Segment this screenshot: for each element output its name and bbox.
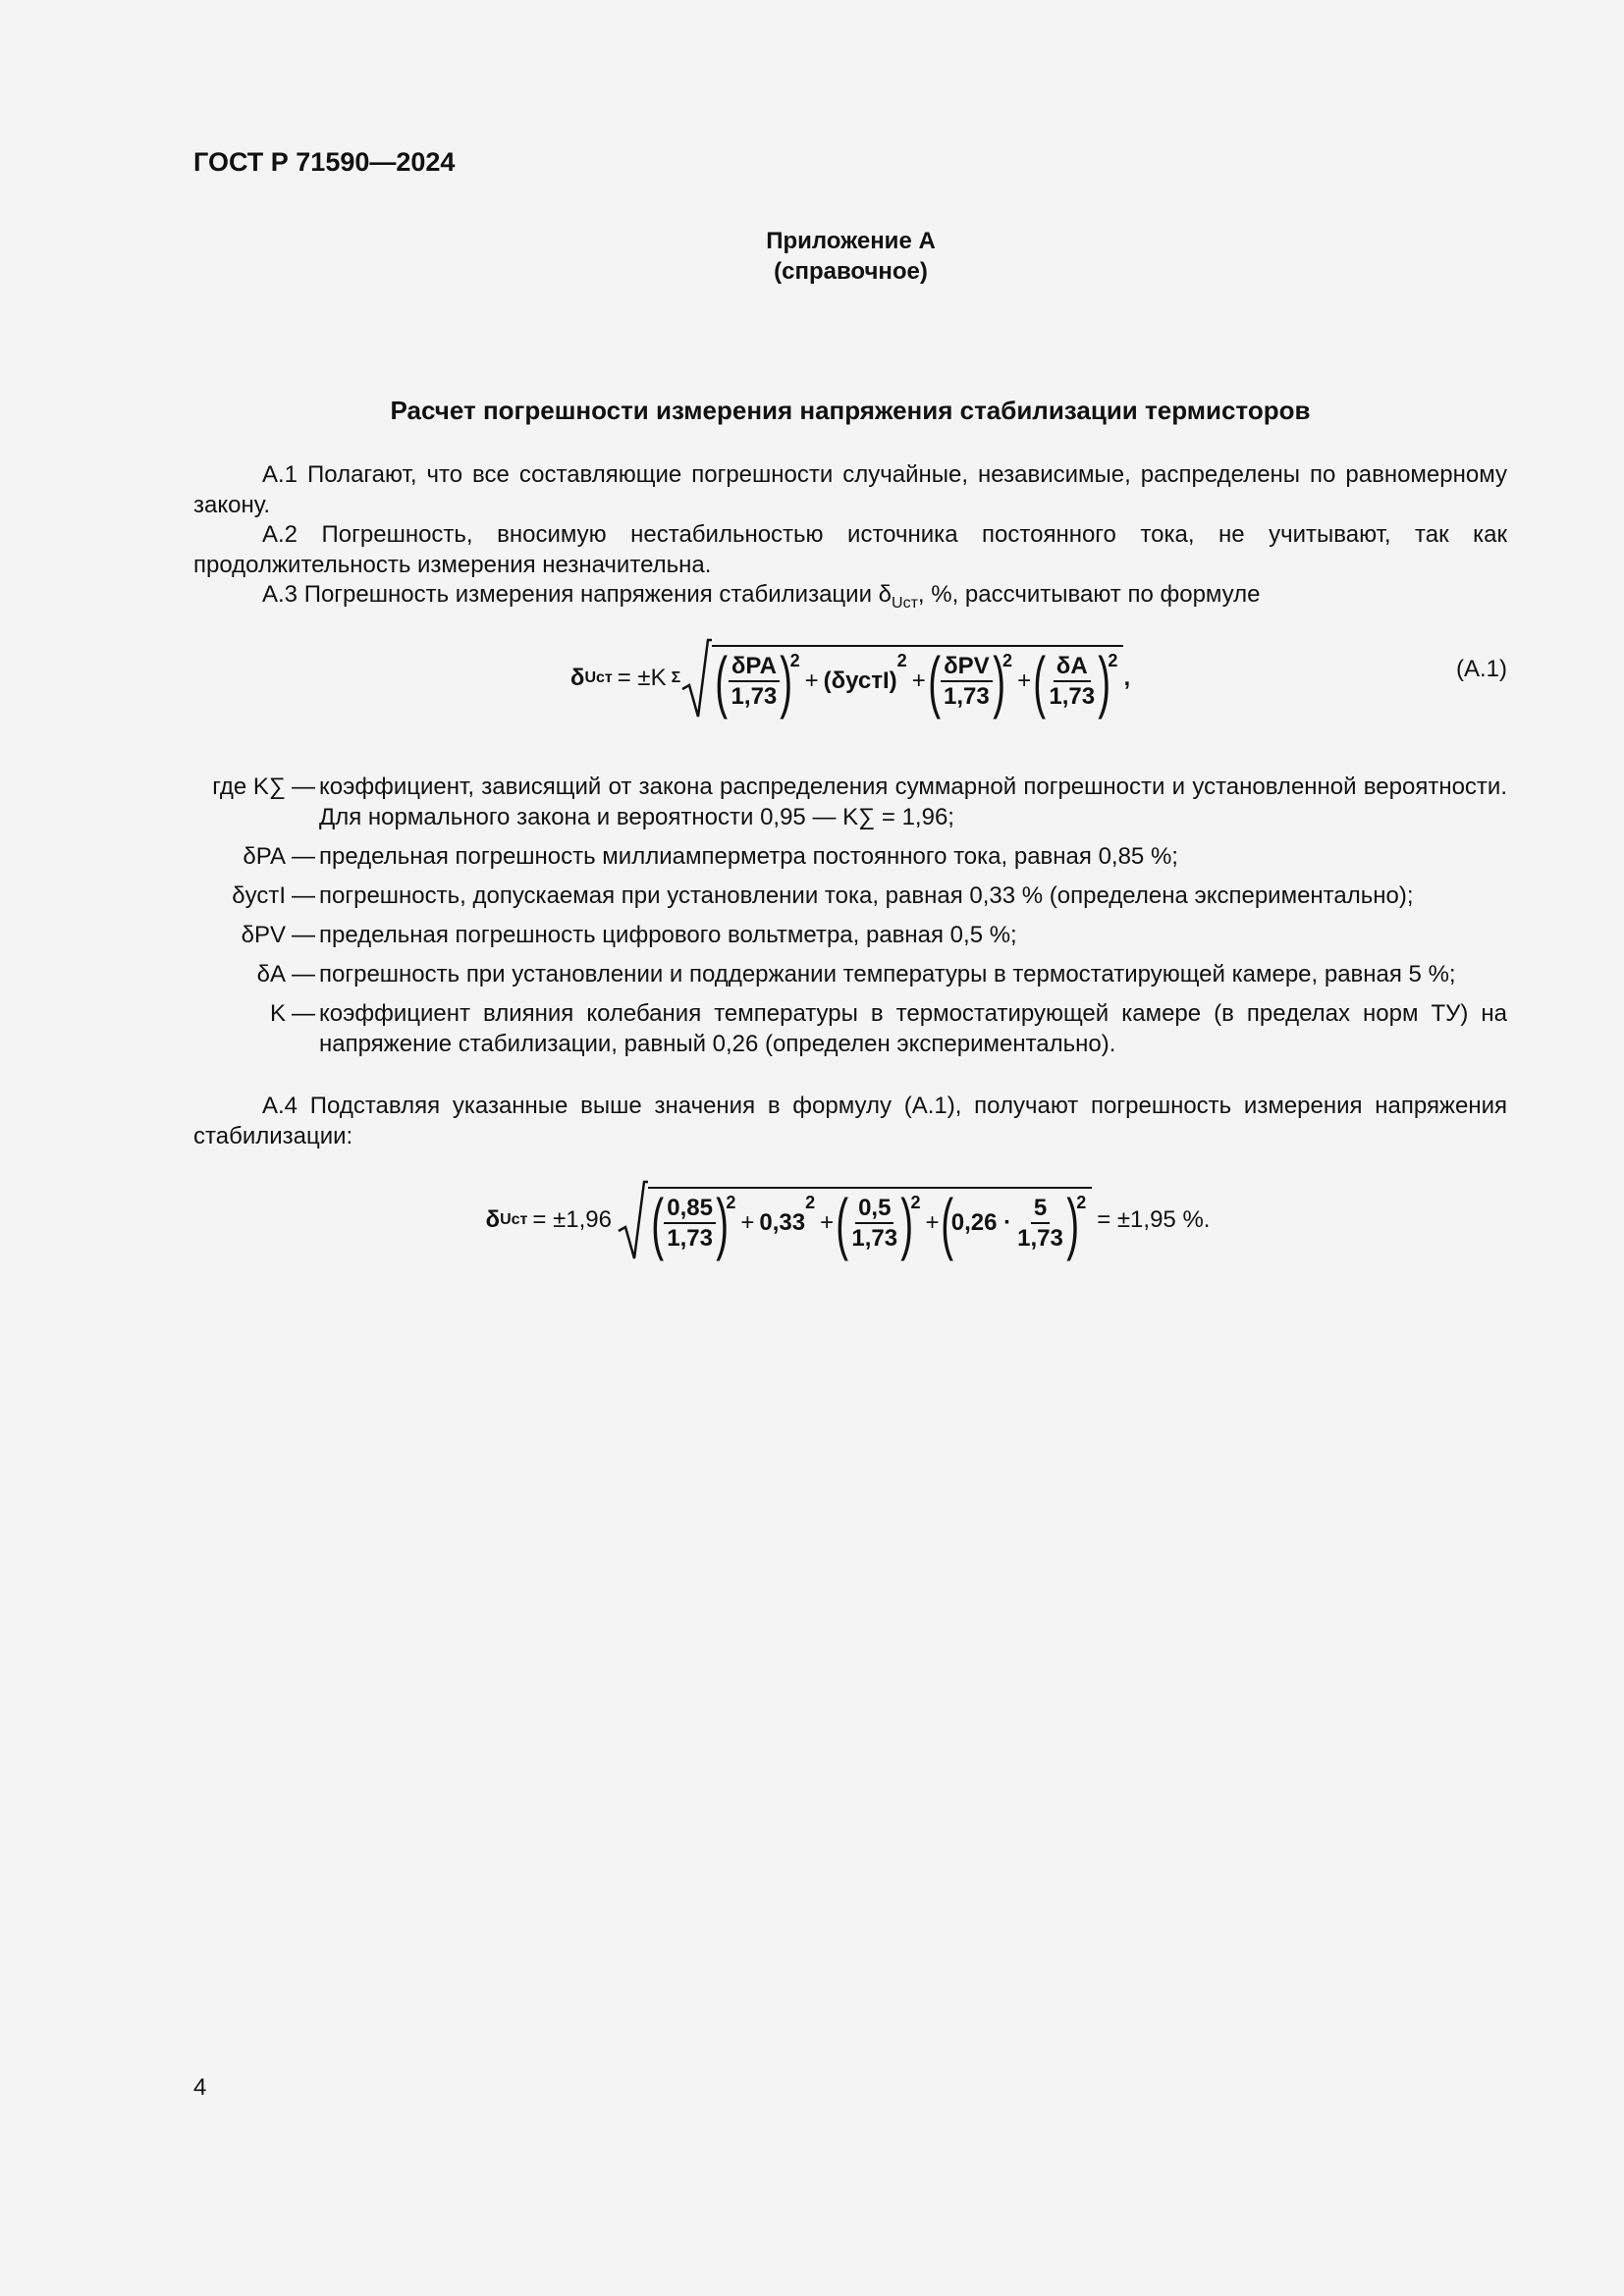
- formula-a1: δ Uст = ±K Σ ( $\frac{\text{δPA}}{1,73}$ ) 2 + (δустI) 2 + ( $\frac{\text{δPV}}{1,73}$ ) 2 + ( $\frac{\delta A}{1,73}$ ) 2 , (А.1): [193, 636, 1507, 721]
- paragraph-a2: А.2 Погрешность, вносимую нестабильностью источника постоянного тока, не учитывают, так как продолжительность измерения незначительна.: [193, 521, 1507, 578]
- definition-item: δустI — погрешность, допускаемая при установлении тока, равная 0,33 % (определена экспериментально);: [232, 882, 1414, 909]
- definition-item: δA — погрешность при установлении и поддержании температуры в термостатирующей камере, равная 5 %;: [256, 961, 1456, 988]
- paragraph-a4: А.4 Подставляя указанные выше значения в формулу (А.1), получают погрешность измерения напряжения стабилизации:: [193, 1093, 1507, 1149]
- section-title: Расчет погрешности измерения напряжения стабилизации термисторов: [390, 396, 1311, 425]
- page-number: 4: [193, 2074, 207, 2101]
- square-root: ( $\frac{\text{δPA}}{1,73}$ ) 2 + (δустI) 2 + ( $\frac{\text{δPV}}{1,73}$ ) 2 + ( $\frac{\delta A}{1,73}$ ) 2: [680, 636, 1123, 721]
- formula-number: (А.1): [1455, 656, 1507, 682]
- paragraph-a3: А.3 Погрешность измерения напряжения стабилизации $\delta_{Uст}$, %, рассчитывают по формуле: [262, 581, 1261, 612]
- definition-item: где K∑ — коэффициент, зависящий от закона распределения суммарной погрешности и установленной вероятности. Для нормального закона и вероятности 0,95 — K∑ = 1,96;: [212, 774, 1507, 830]
- definition-item: δPV — предельная погрешность цифрового вольтметра, равная 0,5 %;: [241, 922, 1017, 948]
- appendix-title: Приложение А: [766, 228, 936, 254]
- radical-sign-icon: [617, 1178, 648, 1262]
- square-root: ( $\frac{0,85}{1,73}$ ) 2 + 0,33 2 + ( $\frac{0,5}{1,73}$ ) 2 + ( 0,26 · $\frac{5}{1,73}$ ) 2: [617, 1178, 1092, 1262]
- radical-sign-icon: [680, 636, 712, 721]
- definitions-list: [193, 772, 1507, 1068]
- formula-computation: δ Uст = ±1,96 ( $\frac{0,85}{1,73}$ ) 2 + 0,33 2 + ( $\frac{0,5}{1,73}$ ) 2 + ( 0,26 · $\frac{5}{1,73}$ ) 2 = ±1,95 %.: [193, 1178, 1507, 1262]
- document-id: ГОСТ Р 71590—2024: [193, 147, 456, 177]
- definition-item: δPA — предельная погрешность миллиамперметра постоянного тока, равная 0,85 %;: [243, 843, 1178, 870]
- appendix-header: [0, 226, 1624, 287]
- appendix-subtitle: (справочное): [774, 258, 928, 285]
- paragraph-a1: А.1 Полагают, что все составляющие погрешности случайные, независимые, распределены по равномерному закону.: [193, 461, 1507, 518]
- definition-item: K — коэффициент влияния колебания температуры в термостатирующей камере (в пределах норм ТУ) на напряжение стабилизации, равный 0,26 (определен экспериментально).: [269, 1000, 1507, 1057]
